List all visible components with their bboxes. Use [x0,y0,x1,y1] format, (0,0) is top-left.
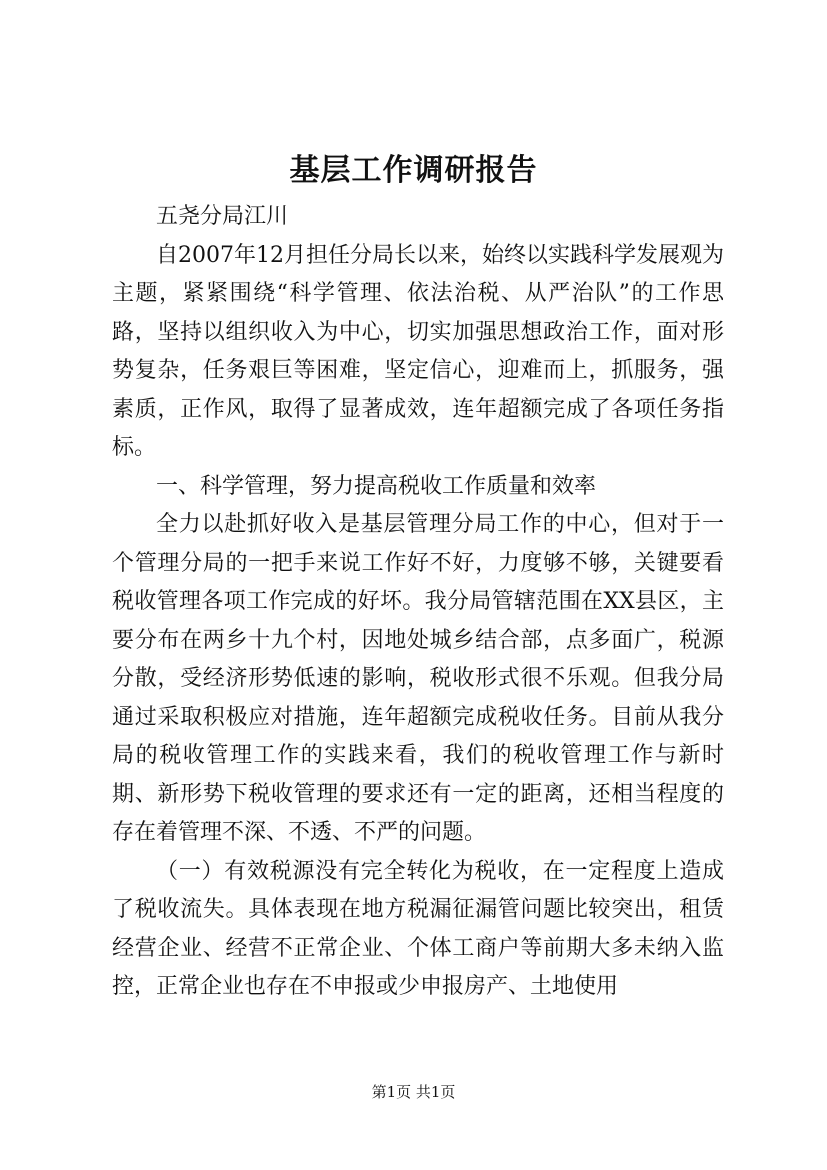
author-line: 五尧分局江川 [156,204,289,229]
document-title: 基层工作调研报告 [289,153,538,188]
paragraph-intro: 自2007年12月担任分局长以来，始终以实践科学发展观为主题，紧紧围绕“科学管理、依法治税、从严治队”的工作思路，坚持以组织收入为中心，切实加强思想政治工作，面对形势复杂，任务艰巨等困难，坚定信心，迎难而上，抓服务，强素质，正作风，取得了显著成效，连年超额完成了各项任务指标。 [112,242,724,460]
section-heading-1: 一、科学管理，努力提高税收工作质量和效率 [156,473,597,499]
document-body [112,198,724,1007]
page-footer: 第1页 共1页 [371,1083,456,1101]
paragraph-section-1: 全力以赴抓好收入是基层管理分局工作的中心，但对于一个管理分局的一把手来说工作好不好，力度够不够，关键要看税收管理各项工作完成的好坏。我分局管辖范围在XX县区，主要分布在两乡十九个村，因地处城乡结合部，点多面广，税源分散，受经济形势低速的影响，税收形式很不乐观。但我分局通过采取积极应对措施，连年超额完成税收任务。目前从我分局的税收管理工作的实践来看，我们的税收管理工作与新时期、新形势下税收管理的要求还有一定的距离，还相当程度的存在着管理不深、不透、不严的问题。 [112,512,724,845]
paragraph-subsection-1: （一）有效税源没有完全转化为税收，在一定程度上造成了税收流失。具体表现在地方税漏征漏管问题比较突出，租赁经营企业、经营不正常企业、个体工商户等前期大多未纳入监控，正常企业也存在不申报或少申报房产、土地使用 [112,858,724,999]
